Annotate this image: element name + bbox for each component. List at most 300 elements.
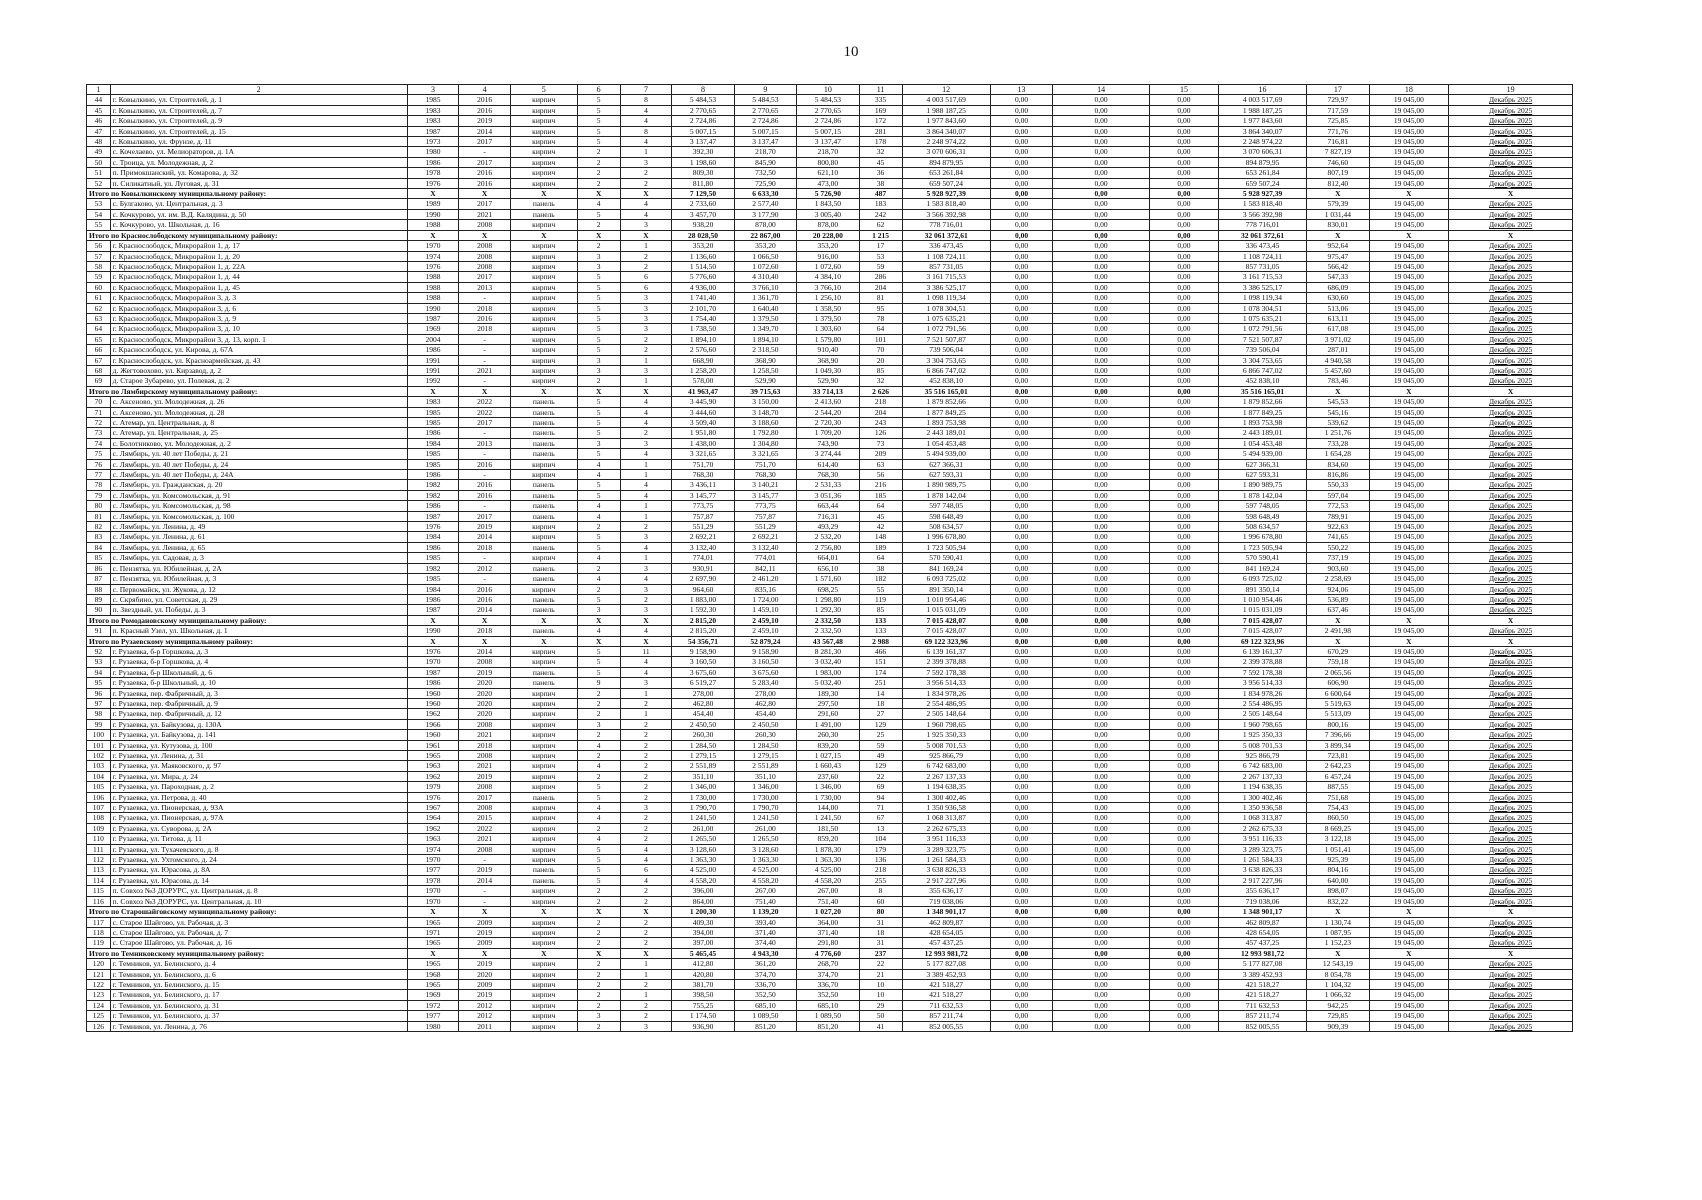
table-cell: 0,00: [990, 1000, 1052, 1010]
table-cell: панель: [510, 209, 577, 219]
table-cell: 1986: [407, 542, 459, 552]
table-cell: 4: [577, 761, 620, 771]
table-cell: 754,43: [1307, 803, 1369, 813]
table-cell: 44: [87, 95, 111, 105]
table-cell: 1980: [407, 147, 459, 157]
table-cell: 1 724,00: [734, 594, 796, 604]
table-row: [87, 407, 1573, 417]
table-cell: 66: [87, 345, 111, 355]
table-cell: 1 363,30: [797, 855, 859, 865]
table-cell: 3 321,65: [672, 449, 734, 459]
deadline-cell: Декабрь 2025: [1449, 261, 1573, 271]
table-cell: кирпич: [510, 334, 577, 344]
address-cell: с. Булгаково, ул. Центральная, д. 3: [110, 199, 407, 209]
table-cell: 0,00: [990, 522, 1052, 532]
table-cell: 839,20: [797, 740, 859, 750]
table-cell: 4: [577, 813, 620, 823]
table-cell: 859,20: [797, 834, 859, 844]
table-cell: 181,50: [797, 823, 859, 833]
table-cell: 42: [859, 522, 902, 532]
table-cell: 2 443 189,01: [902, 428, 990, 438]
table-cell: 218,70: [734, 147, 796, 157]
total-cell: 0,00: [990, 615, 1052, 625]
table-cell: 1 054 453,48: [902, 438, 990, 448]
table-cell: 67: [859, 813, 902, 823]
deadline-cell: Декабрь 2025: [1449, 313, 1573, 323]
district-total-row: [87, 615, 1573, 625]
total-cell: X: [1307, 636, 1369, 646]
table-cell: кирпич: [510, 157, 577, 167]
table-cell: 864,00: [672, 896, 734, 906]
table-row: [87, 719, 1573, 729]
table-cell: 50: [87, 157, 111, 167]
table-cell: 0,00: [1150, 501, 1219, 511]
table-cell: 2 576,60: [672, 345, 734, 355]
table-cell: 925 866,79: [902, 751, 990, 761]
table-cell: 659 507,24: [902, 178, 990, 188]
table-cell: 19 045,00: [1369, 844, 1449, 854]
table-cell: 630,60: [1307, 293, 1369, 303]
table-cell: кирпич: [510, 709, 577, 719]
table-cell: 0,00: [990, 376, 1052, 386]
table-cell: 0,00: [1150, 522, 1219, 532]
table-cell: 5 008 701,53: [1218, 740, 1306, 750]
table-cell: 0,00: [1150, 480, 1219, 490]
table-cell: 2: [577, 147, 620, 157]
table-cell: 19 045,00: [1369, 855, 1449, 865]
table-cell: 0,00: [1053, 272, 1150, 282]
table-cell: 685,10: [797, 1000, 859, 1010]
column-number-cell: 16: [1218, 85, 1306, 95]
table-cell: 11: [620, 646, 672, 656]
table-cell: 4: [620, 875, 672, 885]
table-row: [87, 938, 1573, 948]
table-cell: 281: [859, 126, 902, 136]
table-row: [87, 293, 1573, 303]
column-number-cell: 5: [510, 85, 577, 95]
table-cell: 751,40: [734, 896, 796, 906]
table-cell: 0,00: [1053, 428, 1150, 438]
table-cell: 41: [859, 1021, 902, 1031]
table-cell: 0,00: [1150, 324, 1219, 334]
table-cell: панель: [510, 594, 577, 604]
table-cell: кирпич: [510, 147, 577, 157]
table-cell: 218,70: [797, 147, 859, 157]
table-cell: 122: [87, 979, 111, 989]
address-cell: с. Старое Шайгово, ул. Рабочая, д. 7: [110, 927, 407, 937]
total-cell: X: [620, 615, 672, 625]
table-cell: -: [459, 449, 511, 459]
table-cell: 71: [859, 803, 902, 813]
table-cell: 0,00: [990, 480, 1052, 490]
table-row: [87, 844, 1573, 854]
deadline-cell: Декабрь 2025: [1449, 678, 1573, 688]
address-cell: г. Краснослободск, Микрорайон 3, д. 9: [110, 313, 407, 323]
table-cell: 61: [87, 293, 111, 303]
address-cell: п. Силикатный, ул. Луговая, д. 31: [110, 178, 407, 188]
table-cell: 3: [577, 251, 620, 261]
table-cell: 32: [859, 376, 902, 386]
table-cell: 55: [87, 220, 111, 230]
table-cell: 49: [859, 751, 902, 761]
table-cell: 84: [87, 542, 111, 552]
table-cell: 0,00: [1150, 490, 1219, 500]
total-cell: 0,00: [1150, 230, 1219, 240]
table-cell: 8 054,78: [1307, 969, 1369, 979]
address-cell: с. Лямбирь, ул. Ленина, д. 49: [110, 522, 407, 532]
table-cell: 216: [859, 480, 902, 490]
table-cell: 1960: [407, 730, 459, 740]
total-cell: 0,00: [1053, 230, 1150, 240]
deadline-cell: Декабрь 2025: [1449, 938, 1573, 948]
table-cell: 0,00: [1053, 803, 1150, 813]
table-cell: 0,00: [1150, 313, 1219, 323]
table-cell: 0,00: [1053, 137, 1150, 147]
table-cell: 19 045,00: [1369, 105, 1449, 115]
table-cell: 22: [859, 771, 902, 781]
deadline-cell: Декабрь 2025: [1449, 813, 1573, 823]
table-row: [87, 313, 1573, 323]
table-cell: 10: [859, 990, 902, 1000]
table-cell: 45: [859, 511, 902, 521]
table-cell: 0,00: [1053, 334, 1150, 344]
table-cell: 1 279,15: [672, 751, 734, 761]
table-cell: 1: [620, 459, 672, 469]
table-cell: кирпич: [510, 927, 577, 937]
table-cell: 62: [859, 220, 902, 230]
table-cell: 19 045,00: [1369, 626, 1449, 636]
table-cell: 19 045,00: [1369, 667, 1449, 677]
table-cell: 1976: [407, 522, 459, 532]
table-cell: 86: [87, 563, 111, 573]
total-cell: 7 015 428,07: [902, 615, 990, 625]
table-cell: 19 045,00: [1369, 865, 1449, 875]
district-total-row: [87, 948, 1573, 958]
table-cell: 47: [87, 126, 111, 136]
total-cell: X: [620, 189, 672, 199]
table-cell: 278,00: [734, 688, 796, 698]
table-cell: 0,00: [990, 813, 1052, 823]
table-row: [87, 542, 1573, 552]
table-cell: 56: [859, 470, 902, 480]
table-cell: 0,00: [990, 990, 1052, 1000]
total-cell: 2 332,50: [797, 615, 859, 625]
table-cell: 1: [620, 511, 672, 521]
table-cell: 6 519,27: [672, 678, 734, 688]
table-cell: 2: [577, 969, 620, 979]
table-cell: 144,00: [797, 803, 859, 813]
table-cell: 0,00: [1150, 855, 1219, 865]
table-cell: 96: [87, 688, 111, 698]
table-cell: 1 098 119,34: [902, 293, 990, 303]
table-cell: 148: [859, 532, 902, 542]
table-cell: 0,00: [1053, 844, 1150, 854]
deadline-cell: Декабрь 2025: [1449, 105, 1573, 115]
table-cell: 570 590,41: [1218, 553, 1306, 563]
table-cell: 0,00: [1053, 667, 1150, 677]
column-number-cell: 10: [797, 85, 859, 95]
table-cell: 5: [577, 792, 620, 802]
table-cell: 361,20: [734, 959, 796, 969]
table-cell: 0,00: [1150, 470, 1219, 480]
address-cell: с. Старое Шайгово, ул. Рабочая, д. 3: [110, 917, 407, 927]
total-cell: 2 988: [859, 636, 902, 646]
address-cell: с. Лямбирь, ул. Ленина, д. 61: [110, 532, 407, 542]
table-cell: 204: [859, 282, 902, 292]
table-cell: 2009: [459, 938, 511, 948]
table-cell: 2 554 486,95: [902, 698, 990, 708]
table-cell: 0,00: [1053, 990, 1150, 1000]
total-cell: X: [510, 386, 577, 396]
table-cell: 381,70: [672, 979, 734, 989]
column-number-cell: 6: [577, 85, 620, 95]
table-cell: 8: [620, 95, 672, 105]
table-cell: 0,00: [990, 303, 1052, 313]
deadline-cell: Декабрь 2025: [1449, 282, 1573, 292]
table-cell: 2: [620, 927, 672, 937]
table-cell: 4: [577, 553, 620, 563]
address-cell: г. Темников, ул. Белинского, д. 17: [110, 990, 407, 1000]
table-cell: 2 332,50: [797, 626, 859, 636]
table-cell: 64: [87, 324, 111, 334]
table-cell: 0,00: [990, 886, 1052, 896]
table-cell: 729,97: [1307, 95, 1369, 105]
table-cell: 2 577,40: [734, 199, 796, 209]
table-cell: 352,50: [797, 990, 859, 1000]
table-cell: 109: [87, 823, 111, 833]
table-cell: 2021: [459, 209, 511, 219]
table-cell: 398,50: [672, 990, 734, 1000]
table-cell: 0,00: [990, 646, 1052, 656]
table-cell: 1 834 978,26: [1218, 688, 1306, 698]
table-cell: 4 525,00: [797, 865, 859, 875]
table-cell: 1 066,50: [734, 251, 796, 261]
total-cell: 2 459,10: [734, 615, 796, 625]
table-cell: 0,00: [1150, 511, 1219, 521]
table-cell: 0,00: [1150, 875, 1219, 885]
table-cell: 716,81: [1307, 137, 1369, 147]
table-cell: 85: [859, 605, 902, 615]
table-cell: 3 128,60: [734, 844, 796, 854]
table-cell: 2012: [459, 1011, 511, 1021]
address-cell: с. Первомайск, ул. Жукова, д. 12: [110, 584, 407, 594]
table-cell: 0,00: [1053, 927, 1150, 937]
table-cell: 3: [620, 365, 672, 375]
table-cell: 4 558,20: [672, 875, 734, 885]
address-cell: г. Краснослободск, Микрорайон 1, д. 20: [110, 251, 407, 261]
table-cell: кирпич: [510, 834, 577, 844]
table-cell: кирпич: [510, 168, 577, 178]
table-cell: 218: [859, 865, 902, 875]
table-cell: 1 261 584,33: [902, 855, 990, 865]
table-cell: 1: [620, 990, 672, 1000]
table-cell: 4: [620, 199, 672, 209]
table-cell: 0,00: [990, 667, 1052, 677]
table-cell: 1 988 187,25: [902, 105, 990, 115]
address-cell: г. Рузаевка, б-р Школьный, д. 10: [110, 678, 407, 688]
table-cell: 2: [577, 886, 620, 896]
table-cell: 63: [859, 459, 902, 469]
table-cell: 606,90: [1307, 678, 1369, 688]
table-cell: панель: [510, 199, 577, 209]
table-cell: 1 358,50: [797, 303, 859, 313]
total-cell: X: [459, 948, 511, 958]
table-cell: 0,00: [990, 719, 1052, 729]
table-cell: 82: [87, 522, 111, 532]
table-cell: 1974: [407, 844, 459, 854]
table-cell: 0,00: [1150, 574, 1219, 584]
table-cell: 70: [859, 345, 902, 355]
table-cell: 841 169,24: [1218, 563, 1306, 573]
table-cell: 2 917 227,96: [1218, 875, 1306, 885]
table-cell: 2: [577, 917, 620, 927]
table-cell: 6 139 161,37: [1218, 646, 1306, 656]
table-cell: 1974: [407, 251, 459, 261]
table-cell: 1980: [407, 1021, 459, 1031]
address-cell: с. Аксеново, ул. Молодежная, д. 28: [110, 407, 407, 417]
table-cell: 355 636,17: [1218, 886, 1306, 896]
table-cell: кирпич: [510, 803, 577, 813]
table-cell: 3 132,40: [672, 542, 734, 552]
table-cell: 891 350,14: [1218, 584, 1306, 594]
table-cell: 65: [87, 334, 111, 344]
table-cell: кирпич: [510, 1000, 577, 1010]
address-cell: с. Болотниково, ул. Молодежная, д. 2: [110, 438, 407, 448]
address-cell: с. Кочкурово, ул. им. В.Д. Калядина, д. 50: [110, 209, 407, 219]
table-cell: 2 443 189,01: [1218, 428, 1306, 438]
deadline-cell: Декабрь 2025: [1449, 501, 1573, 511]
table-cell: 860,50: [1307, 813, 1369, 823]
table-cell: 1 072,60: [797, 261, 859, 271]
table-cell: 78: [859, 313, 902, 323]
table-cell: 6 093 725,02: [902, 574, 990, 584]
deadline-cell: Декабрь 2025: [1449, 542, 1573, 552]
table-cell: 0,00: [1053, 532, 1150, 542]
deadline-cell: Декабрь 2025: [1449, 365, 1573, 375]
table-cell: 3 304 753,65: [902, 355, 990, 365]
table-cell: 804,16: [1307, 865, 1369, 875]
table-cell: -: [459, 470, 511, 480]
table-cell: 3 005,40: [797, 209, 859, 219]
table-row: [87, 865, 1573, 875]
table-cell: кирпич: [510, 979, 577, 989]
table-cell: 2022: [459, 823, 511, 833]
table-cell: 1970: [407, 657, 459, 667]
address-cell: г. Рузаевка, ул. Петрова, д. 40: [110, 792, 407, 802]
table-cell: 807,19: [1307, 168, 1369, 178]
address-cell: г. Рузаевка, ул. Кутузова, д. 100: [110, 740, 407, 750]
table-cell: 751,70: [734, 459, 796, 469]
table-cell: 1960: [407, 698, 459, 708]
table-cell: 4: [620, 844, 672, 854]
table-cell: 1 051,41: [1307, 844, 1369, 854]
table-cell: 1968: [407, 969, 459, 979]
table-cell: 473,00: [797, 178, 859, 188]
table-cell: 2018: [459, 740, 511, 750]
total-cell: 54 356,71: [672, 636, 734, 646]
table-row: [87, 95, 1573, 105]
table-cell: 25: [859, 730, 902, 740]
table-cell: 336,70: [734, 979, 796, 989]
table-cell: 95: [859, 303, 902, 313]
table-cell: 1976: [407, 178, 459, 188]
table-cell: 1 078 304,51: [1218, 303, 1306, 313]
table-cell: 10: [859, 979, 902, 989]
total-cell: X: [620, 386, 672, 396]
table-cell: 6 139 161,37: [902, 646, 990, 656]
table-cell: 0,00: [1053, 418, 1150, 428]
table-cell: кирпич: [510, 470, 577, 480]
table-cell: 3 766,10: [734, 282, 796, 292]
table-cell: кирпич: [510, 698, 577, 708]
table-cell: 0,00: [990, 241, 1052, 251]
deadline-cell: Декабрь 2025: [1449, 688, 1573, 698]
table-cell: 1984: [407, 438, 459, 448]
table-cell: 2 815,20: [672, 626, 734, 636]
table-cell: 351,10: [734, 771, 796, 781]
table-cell: 751,70: [672, 459, 734, 469]
table-cell: 0,00: [1053, 209, 1150, 219]
table-cell: 0,00: [1053, 511, 1150, 521]
table-cell: 0,00: [1150, 251, 1219, 261]
table-cell: 0,00: [1150, 751, 1219, 761]
table-cell: 3 177,90: [734, 209, 796, 219]
table-cell: 0,00: [1053, 116, 1150, 126]
table-cell: 2 505 148,64: [1218, 709, 1306, 719]
table-cell: 9 158,90: [734, 646, 796, 656]
table-cell: 2: [577, 688, 620, 698]
table-cell: 2017: [459, 418, 511, 428]
table-cell: 930,91: [672, 563, 734, 573]
table-cell: кирпич: [510, 126, 577, 136]
table-cell: 2 413,60: [797, 397, 859, 407]
table-cell: 5: [577, 449, 620, 459]
table-cell: 18: [859, 698, 902, 708]
table-row: [87, 449, 1573, 459]
table-cell: 1 015 031,09: [1218, 605, 1306, 615]
total-cell: X: [620, 948, 672, 958]
table-cell: 19 045,00: [1369, 1011, 1449, 1021]
table-cell: 13: [859, 823, 902, 833]
table-cell: 0,00: [1150, 698, 1219, 708]
table-cell: 80: [87, 501, 111, 511]
table-cell: 0,00: [1053, 886, 1150, 896]
table-row: [87, 927, 1573, 937]
table-row: [87, 522, 1573, 532]
table-cell: 2 459,10: [734, 626, 796, 636]
table-cell: 0,00: [1053, 95, 1150, 105]
table-cell: 857 211,74: [902, 1011, 990, 1021]
deadline-cell: Декабрь 2025: [1449, 490, 1573, 500]
table-cell: 19 045,00: [1369, 418, 1449, 428]
table-cell: 1 346,00: [797, 782, 859, 792]
table-cell: 1978: [407, 875, 459, 885]
table-cell: 0,00: [990, 803, 1052, 813]
table-row: [87, 678, 1573, 688]
table-cell: 0,00: [1053, 751, 1150, 761]
table-cell: 0,00: [1150, 667, 1219, 677]
table-cell: 2: [577, 730, 620, 740]
column-number-cell: 18: [1369, 85, 1449, 95]
table-cell: 19 045,00: [1369, 698, 1449, 708]
table-cell: 800,80: [797, 157, 859, 167]
table-cell: 1979: [407, 782, 459, 792]
address-cell: п. Совхоз №3 ДОРУРС, ул. Центральная, д. 10: [110, 896, 407, 906]
table-cell: 19 045,00: [1369, 834, 1449, 844]
table-cell: 4: [620, 209, 672, 219]
table-cell: 0,00: [990, 896, 1052, 906]
table-cell: 3 145,77: [734, 490, 796, 500]
